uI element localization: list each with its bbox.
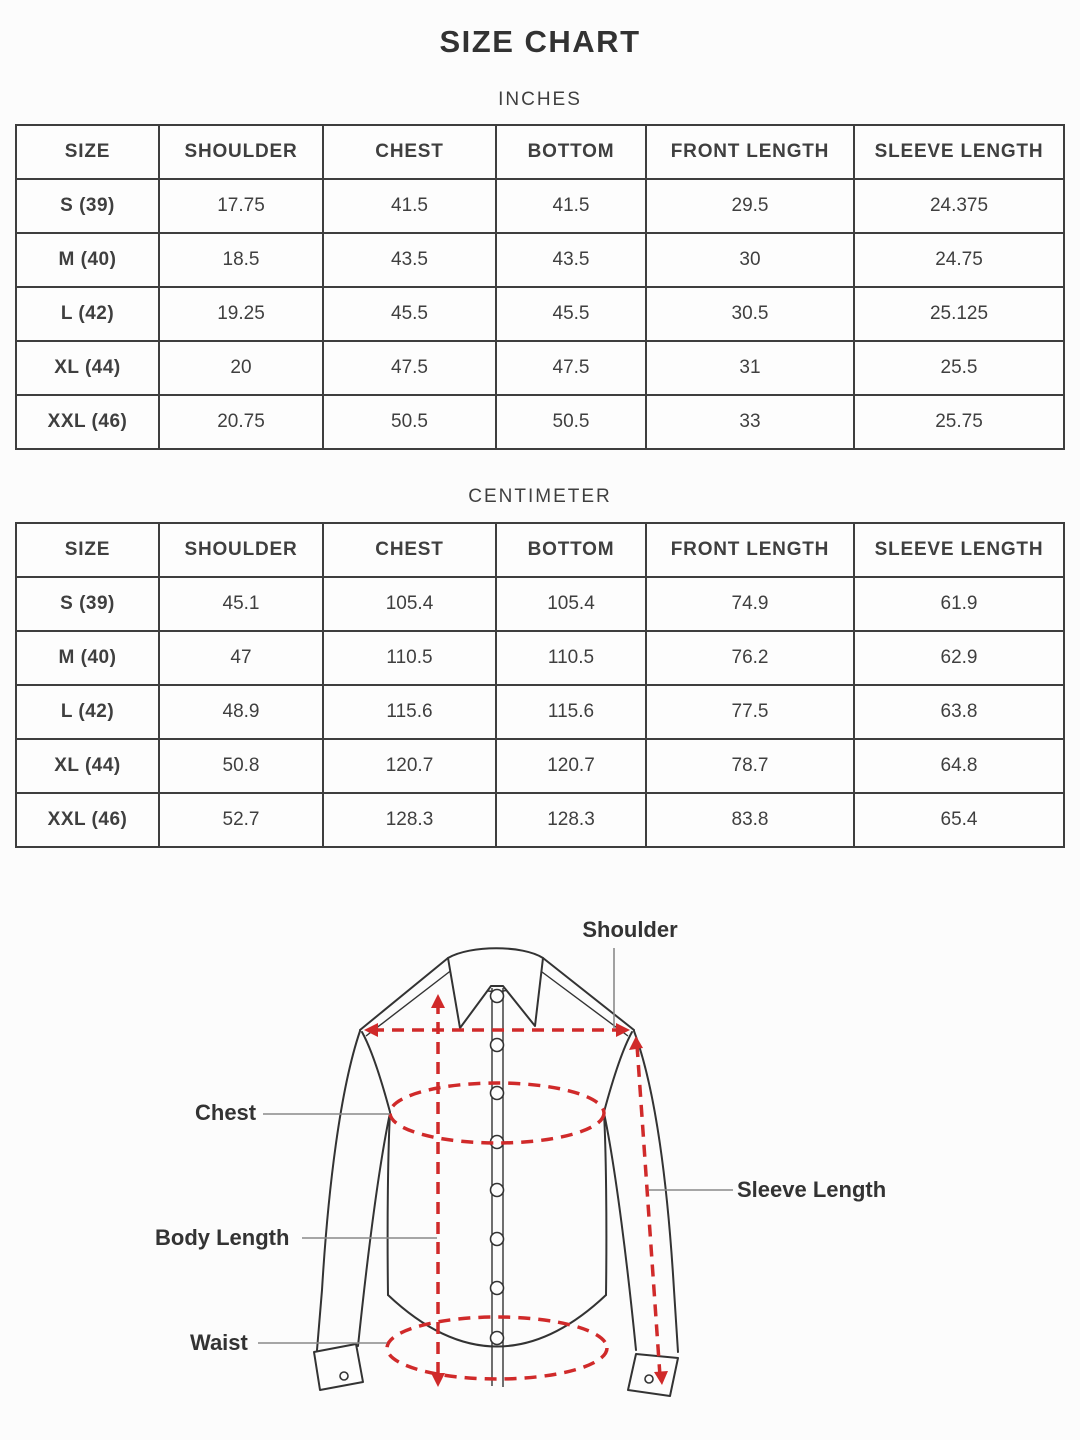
column-header: BOTTOM (496, 523, 646, 577)
value-cell: 43.5 (496, 233, 646, 287)
page-title: SIZE CHART (439, 24, 641, 59)
value-cell: 74.9 (646, 577, 854, 631)
value-cell: 25.125 (854, 287, 1064, 341)
value-cell: 24.75 (854, 233, 1064, 287)
column-header: SHOULDER (159, 523, 323, 577)
value-cell: 52.7 (159, 793, 323, 847)
size-cell: XL (44) (16, 739, 159, 793)
value-cell: 63.8 (854, 685, 1064, 739)
label-body-length: Body Length (155, 1225, 290, 1250)
unit-label-inches: INCHES (498, 89, 582, 110)
value-cell: 76.2 (646, 631, 854, 685)
label-sleeve-length: Sleeve Length (737, 1177, 887, 1202)
size-cell: M (40) (16, 233, 159, 287)
size-cell: S (39) (16, 179, 159, 233)
value-cell: 64.8 (854, 739, 1064, 793)
size-cell: M (40) (16, 631, 159, 685)
value-cell: 18.5 (159, 233, 323, 287)
value-cell: 41.5 (323, 179, 496, 233)
size-table-inches (15, 124, 1065, 450)
value-cell: 50.5 (323, 395, 496, 449)
value-cell: 120.7 (323, 739, 496, 793)
value-cell: 47.5 (323, 341, 496, 395)
size-cell: XXL (46) (16, 395, 159, 449)
value-cell: 115.6 (323, 685, 496, 739)
value-cell: 20 (159, 341, 323, 395)
value-cell: 62.9 (854, 631, 1064, 685)
value-cell: 45.5 (496, 287, 646, 341)
value-cell: 128.3 (323, 793, 496, 847)
table-row (16, 793, 1064, 847)
value-cell: 29.5 (646, 179, 854, 233)
value-cell: 48.9 (159, 685, 323, 739)
value-cell: 47.5 (496, 341, 646, 395)
value-cell: 30 (646, 233, 854, 287)
size-cell: XL (44) (16, 341, 159, 395)
table-row (16, 577, 1064, 631)
label-chest: Chest (195, 1100, 257, 1125)
value-cell: 31 (646, 341, 854, 395)
shirt-measurement-diagram (0, 890, 1080, 1440)
table-row (16, 179, 1064, 233)
column-header: BOTTOM (496, 125, 646, 179)
value-cell: 120.7 (496, 739, 646, 793)
column-header: SLEEVE LENGTH (854, 523, 1064, 577)
column-header: CHEST (323, 523, 496, 577)
value-cell: 45.1 (159, 577, 323, 631)
size-cell: XXL (46) (16, 793, 159, 847)
value-cell: 33 (646, 395, 854, 449)
column-header: FRONT LENGTH (646, 523, 854, 577)
value-cell: 128.3 (496, 793, 646, 847)
table-row (16, 739, 1064, 793)
size-cell: L (42) (16, 685, 159, 739)
value-cell: 83.8 (646, 793, 854, 847)
value-cell: 43.5 (323, 233, 496, 287)
value-cell: 25.5 (854, 341, 1064, 395)
size-table-centimeter (15, 522, 1065, 848)
table-row (16, 395, 1064, 449)
value-cell: 50.5 (496, 395, 646, 449)
column-header: SLEEVE LENGTH (854, 125, 1064, 179)
value-cell: 25.75 (854, 395, 1064, 449)
value-cell: 19.25 (159, 287, 323, 341)
value-cell: 110.5 (496, 631, 646, 685)
header-row (16, 523, 1064, 577)
header-row (16, 125, 1064, 179)
size-cell: S (39) (16, 577, 159, 631)
value-cell: 61.9 (854, 577, 1064, 631)
column-header: SIZE (16, 523, 159, 577)
value-cell: 20.75 (159, 395, 323, 449)
value-cell: 41.5 (496, 179, 646, 233)
column-header: SHOULDER (159, 125, 323, 179)
value-cell: 77.5 (646, 685, 854, 739)
table-row (16, 233, 1064, 287)
column-header: CHEST (323, 125, 496, 179)
column-header: SIZE (16, 125, 159, 179)
shirt-diagram-svg (0, 890, 1080, 1440)
table-row (16, 341, 1064, 395)
value-cell: 50.8 (159, 739, 323, 793)
value-cell: 47 (159, 631, 323, 685)
value-cell: 65.4 (854, 793, 1064, 847)
table-row (16, 631, 1064, 685)
value-cell: 110.5 (323, 631, 496, 685)
table-row (16, 685, 1064, 739)
table-row (16, 287, 1064, 341)
value-cell: 105.4 (323, 577, 496, 631)
value-cell: 105.4 (496, 577, 646, 631)
value-cell: 45.5 (323, 287, 496, 341)
label-shoulder: Shoulder (582, 917, 678, 942)
shirt-outline (314, 948, 678, 1396)
unit-label-centimeter: CENTIMETER (468, 486, 612, 507)
size-cell: L (42) (16, 287, 159, 341)
label-waist: Waist (190, 1330, 248, 1355)
value-cell: 24.375 (854, 179, 1064, 233)
value-cell: 78.7 (646, 739, 854, 793)
value-cell: 115.6 (496, 685, 646, 739)
value-cell: 17.75 (159, 179, 323, 233)
value-cell: 30.5 (646, 287, 854, 341)
column-header: FRONT LENGTH (646, 125, 854, 179)
